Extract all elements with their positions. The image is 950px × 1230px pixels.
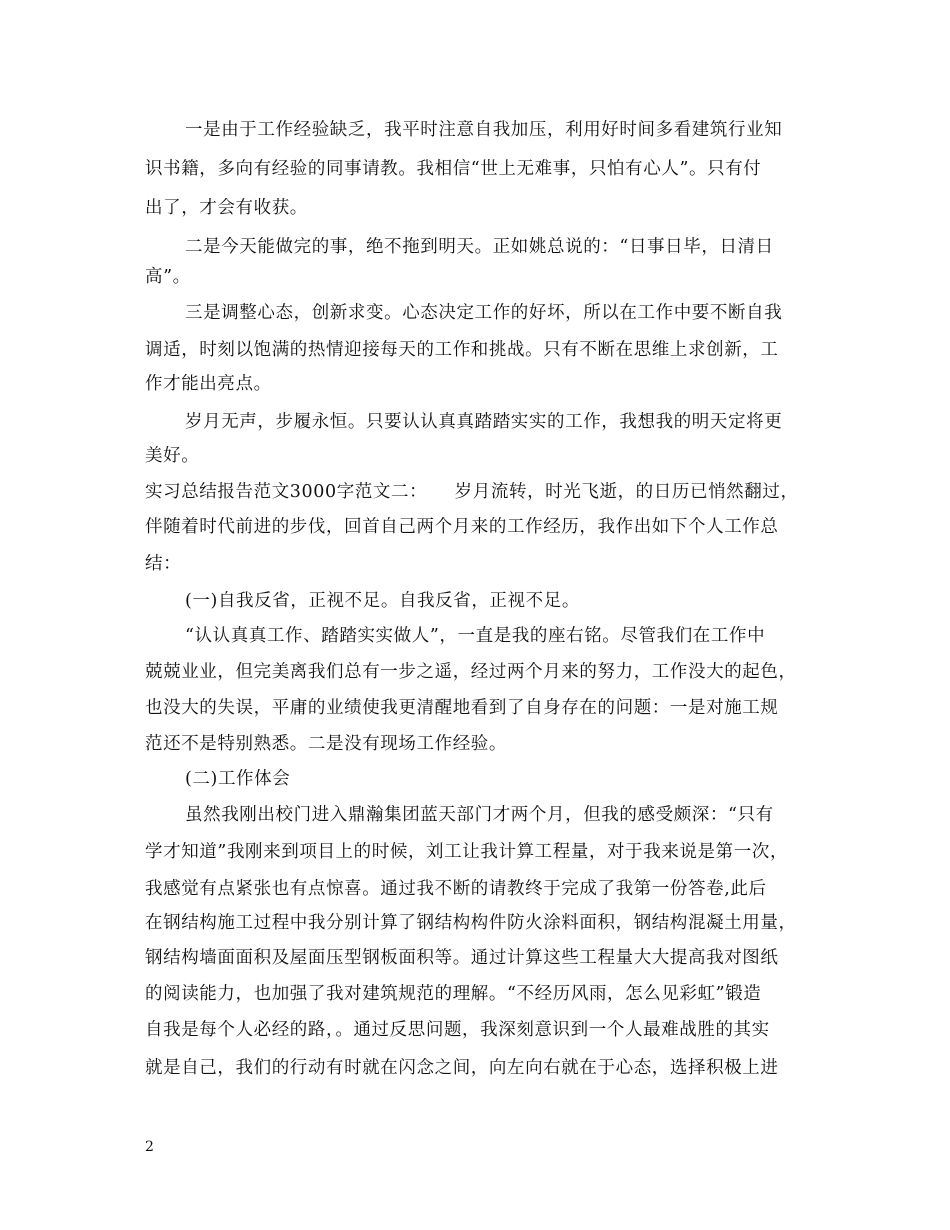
paragraph-line: 伴随着时代前进的步伐，回首自己两个月来的工作经历，我作出如下个人工作总 xyxy=(145,517,779,537)
paragraph-line: 识书籍，多向有经验的同事请教。我相信“世上无难事，只怕有心人”。只有付 xyxy=(145,159,762,179)
paragraph-line: 结： xyxy=(145,554,182,574)
paragraph-line: 钢结构墙面面积及屋面压型钢板面积等。通过计算这些工程量大大提高我对图纸 xyxy=(145,948,779,968)
paragraph-line: 自我是每个人必经的路，。通过反思问题，我深刻意识到一个人最难战胜的其实 xyxy=(145,1020,770,1040)
paragraph-line: 在钢结构施工过程中我分别计算了钢结构构件防火涂料面积，钢结构混凝土用量， xyxy=(145,913,797,933)
paragraph-line: 虽然我刚出校门进入鼎瀚集团蓝天部门才两个月，但我的感受颇深：“只有 xyxy=(185,805,774,825)
paragraph-line: “认认真真工作、踏踏实实做人”，一直是我的座右铭。尽管我们在工作中 xyxy=(185,626,766,646)
paragraph-line: 范还不是特别熟悉。二是没有现场工作经验。 xyxy=(145,734,507,754)
paragraph-line: 一是由于工作经验缺乏，我平时注意自我加压，利用好时间多看建筑行业知 xyxy=(185,120,783,140)
paragraph-line: 出了，才会有收获。 xyxy=(145,198,308,218)
paragraph-line: 就是自己，我们的行动有时就在闪念之间，向左向右就在于心态，选择积极上进 xyxy=(145,1058,779,1078)
paragraph-line: 美好。 xyxy=(145,446,200,466)
paragraph-line: 三是调整心态，创新求变。心态决定工作的好坏，所以在工作中要不断自我 xyxy=(185,303,783,323)
paragraph-line: 二是今天能做完的事，绝不拖到明天。正如姚总说的：“日事日毕，日清日 xyxy=(185,237,774,257)
paragraph-line: 兢兢业业，但完美离我们总有一步之遥，经过两个月来的努力，工作没大的起色， xyxy=(145,662,797,682)
paragraph-line: 高”。 xyxy=(145,267,191,287)
paragraph-line: 也没大的失误，平庸的业绩使我更清醒地看到了自身存在的问题：一是对施工规 xyxy=(145,698,779,718)
paragraph-line: 学才知道”我刚来到项目上的时候，刘工让我计算工程量，对于我来说是第一次， xyxy=(145,842,789,862)
section-heading-line: 实习总结报告范文3000字范文二： 岁月流转，时光飞逝，的日历已悄然翻过， xyxy=(145,482,799,502)
subheading-line: (一)自我反省，正视不足。自我反省，正视不足。 xyxy=(185,591,580,611)
paragraph-line: 我感觉有点紧张也有点惊喜。通过我不断的请教终于完成了我第一份答卷,此后 xyxy=(145,879,767,899)
page-number: 2 xyxy=(145,1139,154,1155)
paragraph-line: 岁月无声，步履永恒。只要认认真真踏踏实实的工作，我想我的明天定将更 xyxy=(185,412,783,432)
paragraph-line: 调适，时刻以饱满的热情迎接每天的工作和挑战。只有不断在思维上求创新，工 xyxy=(145,340,779,360)
paragraph-line: 的阅读能力，也加强了我对建筑规范的理解。“不经历风雨，怎么见彩虹”锻造 xyxy=(145,984,762,1004)
paragraph-line: 作才能出亮点。 xyxy=(145,374,272,394)
subheading-line: (二)工作体会 xyxy=(185,769,291,789)
